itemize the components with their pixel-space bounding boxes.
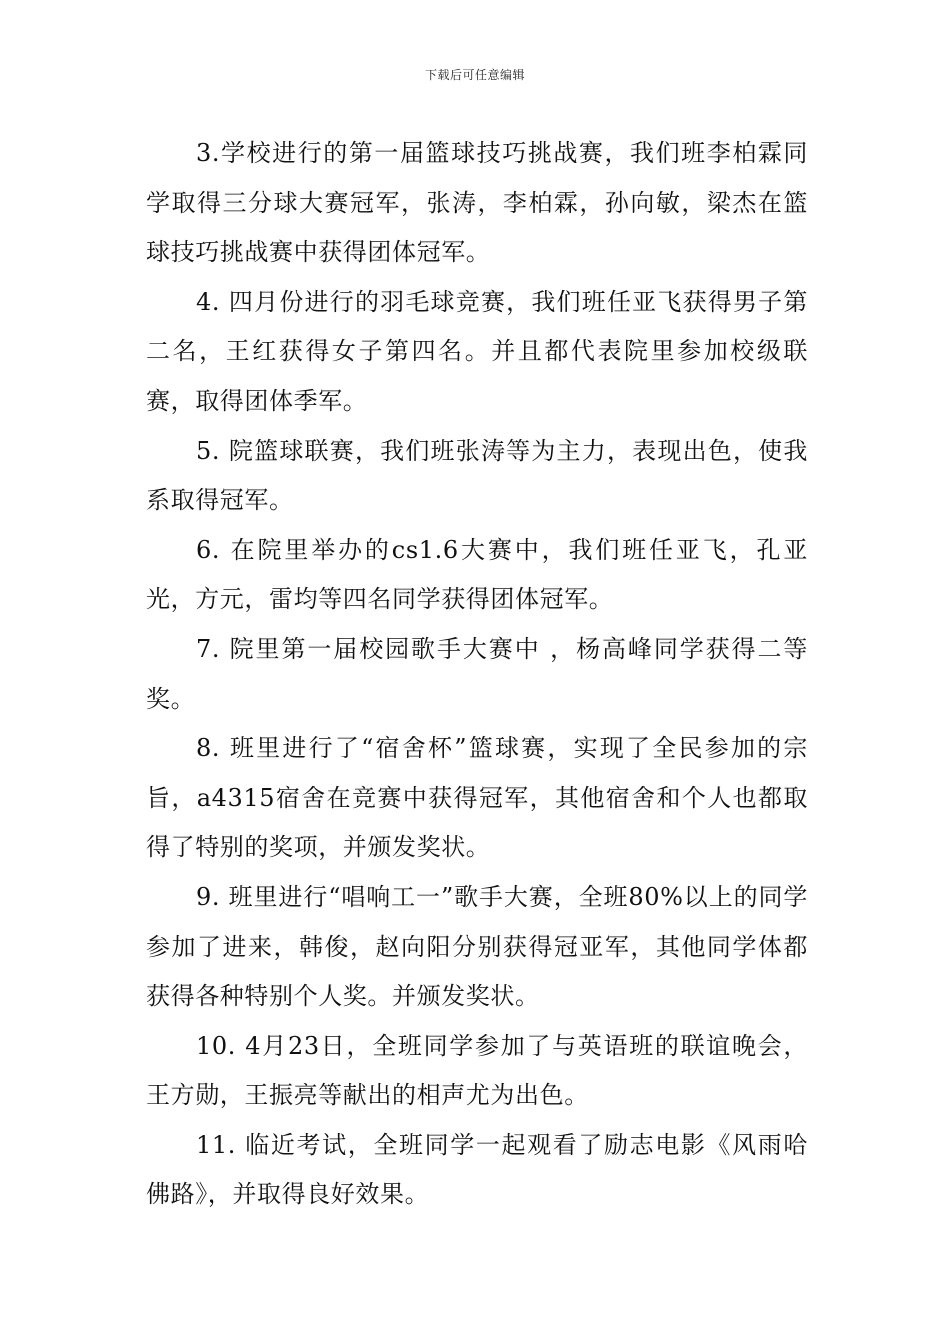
- paragraph-item-4: 4. 四月份进行的羽毛球竞赛，我们班任亚飞获得男子第二名，王红获得女子第四名。并且都代表院里参加校级联赛，取得团体季军。: [146, 287, 808, 415]
- paragraph-item-5: 5. 院篮球联赛，我们班张涛等为主力，表现出色，使我系取得冠军。: [146, 436, 808, 515]
- paragraph-item-10: 10. 4月23日，全班同学参加了与英语班的联谊晚会，王方勋，王振亮等献出的相声尤为出色。: [146, 1031, 808, 1110]
- document-body: [146, 129, 808, 1220]
- paragraph-item-9: 9. 班里进行“唱响工一”歌手大赛，全班80%以上的同学参加了进来，韩俊，赵向阳分别获得冠亚军，其他同学体都获得各种特别个人奖。并颁发奖状。: [146, 882, 808, 1011]
- paragraph-item-7: 7. 院里第一届校园歌手大赛中 ，杨高峰同学获得二等奖。: [146, 634, 808, 713]
- page-header-note: 下载后可任意编辑: [424, 68, 525, 82]
- paragraph-item-8: 8. 班里进行了“宿舍杯”篮球赛，实现了全民参加的宗旨，a4315宿舍在竞赛中获得冠军，其他宿舍和个人也都取得了特别的奖项，并颁发奖状。: [146, 734, 808, 862]
- paragraph-item-11: 11. 临近考试，全班同学一起观看了励志电影《风雨哈佛路》，并取得良好效果。: [146, 1130, 808, 1209]
- paragraph-item-6: 6. 在院里举办的cs1.6大赛中，我们班任亚飞，孔亚光，方元，雷均等四名同学获得团体冠军。: [146, 535, 808, 614]
- paragraph-item-3: 3.学校进行的第一届篮球技巧挑战赛，我们班李柏霖同学取得三分球大赛冠军，张涛，李柏霖，孙向敏，梁杰在篮球技巧挑战赛中获得团体冠军。: [146, 139, 808, 267]
